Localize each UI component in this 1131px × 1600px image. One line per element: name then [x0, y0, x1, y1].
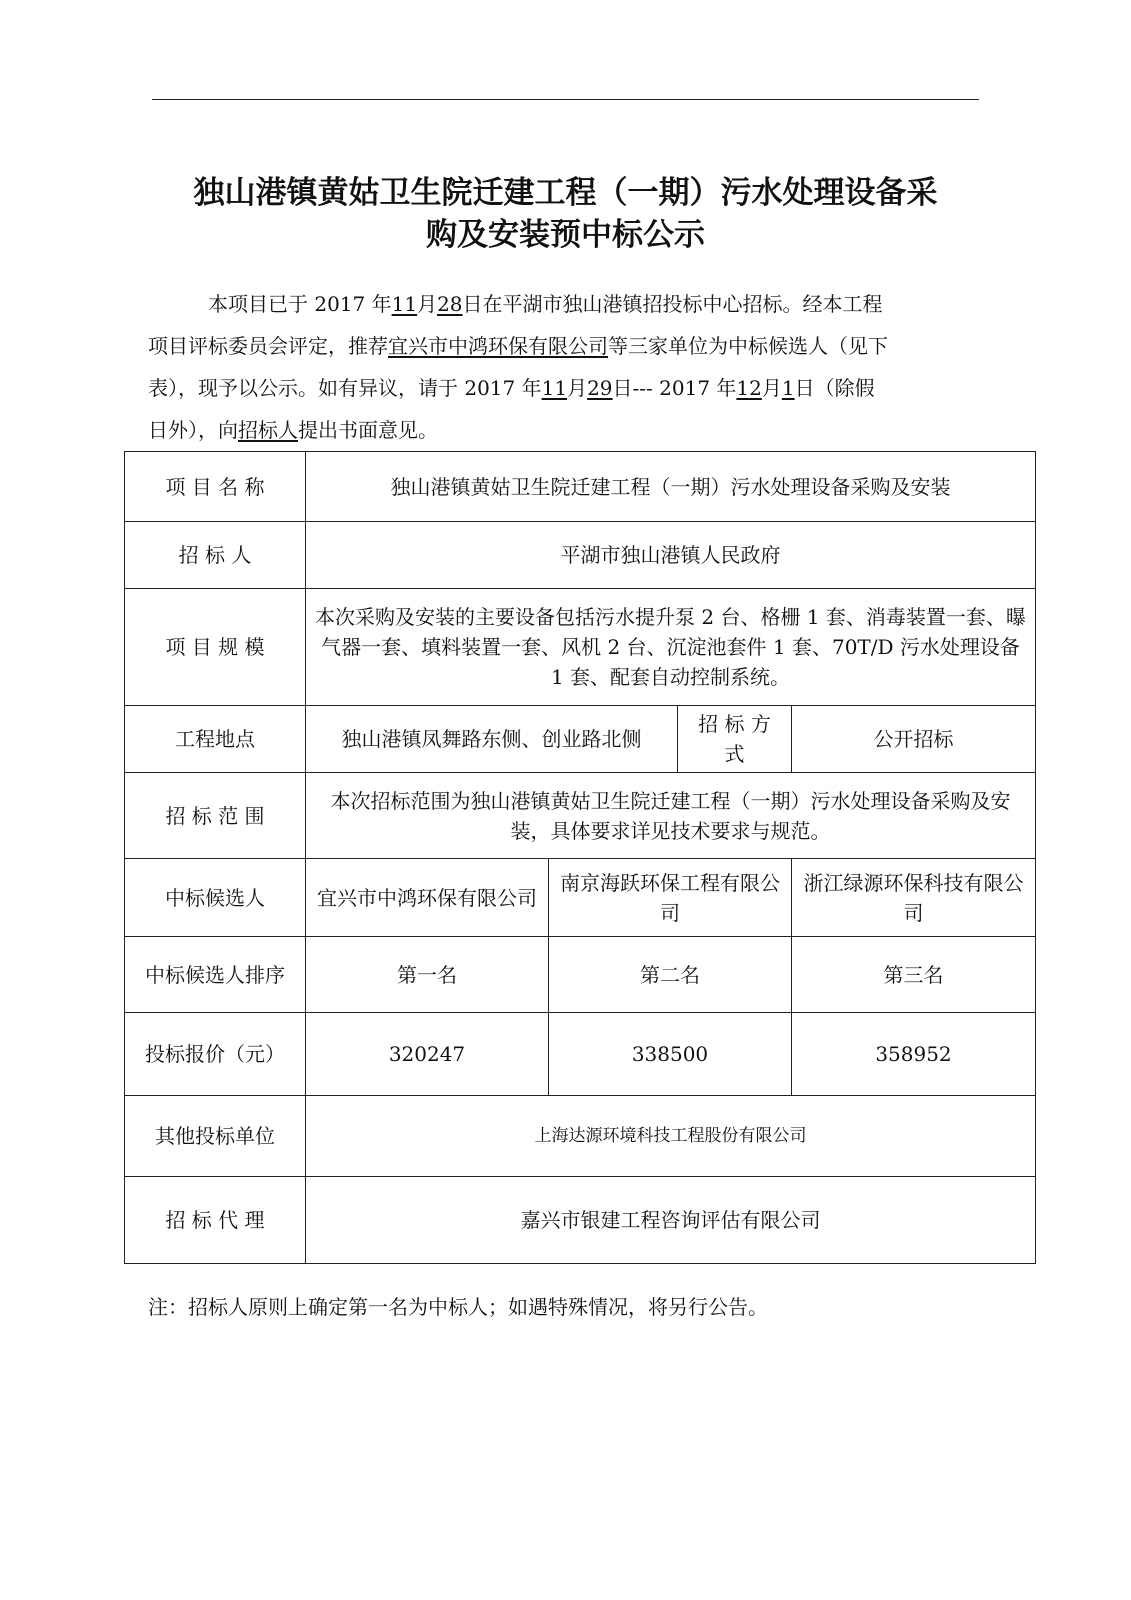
- objection-start-day: 29: [587, 376, 613, 400]
- location-value: 独山港镇凤舞路东侧、创业路北侧: [306, 706, 678, 773]
- table-row: [125, 706, 1036, 773]
- intro-text: 日--- 2017 年: [612, 376, 737, 400]
- scope-value: 本次招标范围为独山港镇黄姑卫生院迁建工程（一期）污水处理设备采购及安装，具体要求详见技术要求与规范。: [306, 773, 1036, 859]
- other-bidders-value: 上海达源环境科技工程股份有限公司: [306, 1096, 1036, 1177]
- bid-info-table: [124, 451, 1036, 1264]
- table-row: [125, 1177, 1036, 1264]
- footnote: 注：招标人原则上确定第一名为中标人；如遇特殊情况，将另行公告。: [148, 1295, 768, 1319]
- rank-2: 第二名: [549, 937, 792, 1013]
- intro-text: 日外），向: [148, 418, 238, 442]
- objection-recipient: 招标人: [238, 418, 298, 442]
- header-rule: [152, 99, 979, 100]
- agent-value: 嘉兴市银建工程咨询评估有限公司: [306, 1177, 1036, 1264]
- intro-text: 月: [761, 376, 782, 400]
- intro-paragraph: [148, 283, 976, 451]
- candidates-label: 中标候选人: [125, 859, 306, 937]
- intro-text: 日（除假: [794, 376, 875, 400]
- project-name-value: 独山港镇黄姑卫生院迁建工程（一期）污水处理设备采购及安装: [306, 452, 1036, 522]
- intro-text: 本项目已于 2017 年: [208, 292, 392, 316]
- intro-text: 表），现予以公示。如有异议，请于 2017 年: [148, 376, 542, 400]
- table-row: [125, 452, 1036, 522]
- intro-text: 日在平湖市独山港镇招投标中心招标。经本工程: [462, 292, 883, 316]
- intro-text: 月: [417, 292, 438, 316]
- candidate-2: 南京海跃环保工程有限公司: [549, 859, 792, 937]
- table-row: [125, 937, 1036, 1013]
- price-label: 投标报价（元）: [125, 1013, 306, 1096]
- objection-start-month: 11: [541, 376, 568, 400]
- objection-end-day: 1: [781, 376, 795, 400]
- intro-text: 月: [567, 376, 588, 400]
- objection-end-month: 12: [736, 376, 762, 400]
- table-row: [125, 1096, 1036, 1177]
- table-row: [125, 773, 1036, 859]
- scale-label: 项 目 规 模: [125, 589, 306, 706]
- candidate-3: 浙江绿源环保科技有限公司: [792, 859, 1036, 937]
- table-row: [125, 589, 1036, 706]
- document-title: [120, 172, 1011, 256]
- rank-label: 中标候选人排序: [125, 937, 306, 1013]
- scale-value: 本次采购及安装的主要设备包括污水提升泵 2 台、格栅 1 套、消毒装置一套、曝气器一套、填料装置一套、风机 2 台、沉淀池套件 1 套、70T/D 污水处理设备 1 套、配套自动控制系统。: [306, 589, 1036, 706]
- recommended-company: 宜兴市中鸿环保有限公司: [388, 334, 608, 358]
- candidate-1: 宜兴市中鸿环保有限公司: [306, 859, 549, 937]
- table-row: [125, 1013, 1036, 1096]
- bid-day: 28: [437, 292, 463, 316]
- intro-line-2: [148, 325, 976, 367]
- tenderer-label: 招 标 人: [125, 522, 306, 589]
- tenderer-value: 平湖市独山港镇人民政府: [306, 522, 1036, 589]
- table-row: [125, 859, 1036, 937]
- rank-1: 第一名: [306, 937, 549, 1013]
- price-2: 338500: [549, 1013, 792, 1096]
- intro-line-4: [148, 409, 976, 451]
- method-value: 公开招标: [792, 706, 1036, 773]
- price-1: 320247: [306, 1013, 549, 1096]
- intro-line-1: [148, 283, 976, 325]
- scope-label: 招 标 范 围: [125, 773, 306, 859]
- price-3: 358952: [792, 1013, 1036, 1096]
- title-line-1: 独山港镇黄姑卫生院迁建工程（一期）污水处理设备采: [193, 175, 938, 211]
- rank-3: 第三名: [792, 937, 1036, 1013]
- other-bidders-label: 其他投标单位: [125, 1096, 306, 1177]
- agent-label: 招 标 代 理: [125, 1177, 306, 1264]
- bid-month: 11: [391, 292, 418, 316]
- intro-text: 项目评标委员会评定，推荐: [148, 334, 388, 358]
- method-label: 招 标 方 式: [678, 706, 792, 773]
- intro-text: 提出书面意见。: [298, 418, 438, 442]
- location-label: 工程地点: [125, 706, 306, 773]
- intro-line-3: [148, 367, 976, 409]
- table-row: [125, 522, 1036, 589]
- title-line-2: 购及安装预中标公示: [426, 217, 705, 253]
- intro-text: 等三家单位为中标候选人（见下: [608, 334, 888, 358]
- project-name-label: 项 目 名 称: [125, 452, 306, 522]
